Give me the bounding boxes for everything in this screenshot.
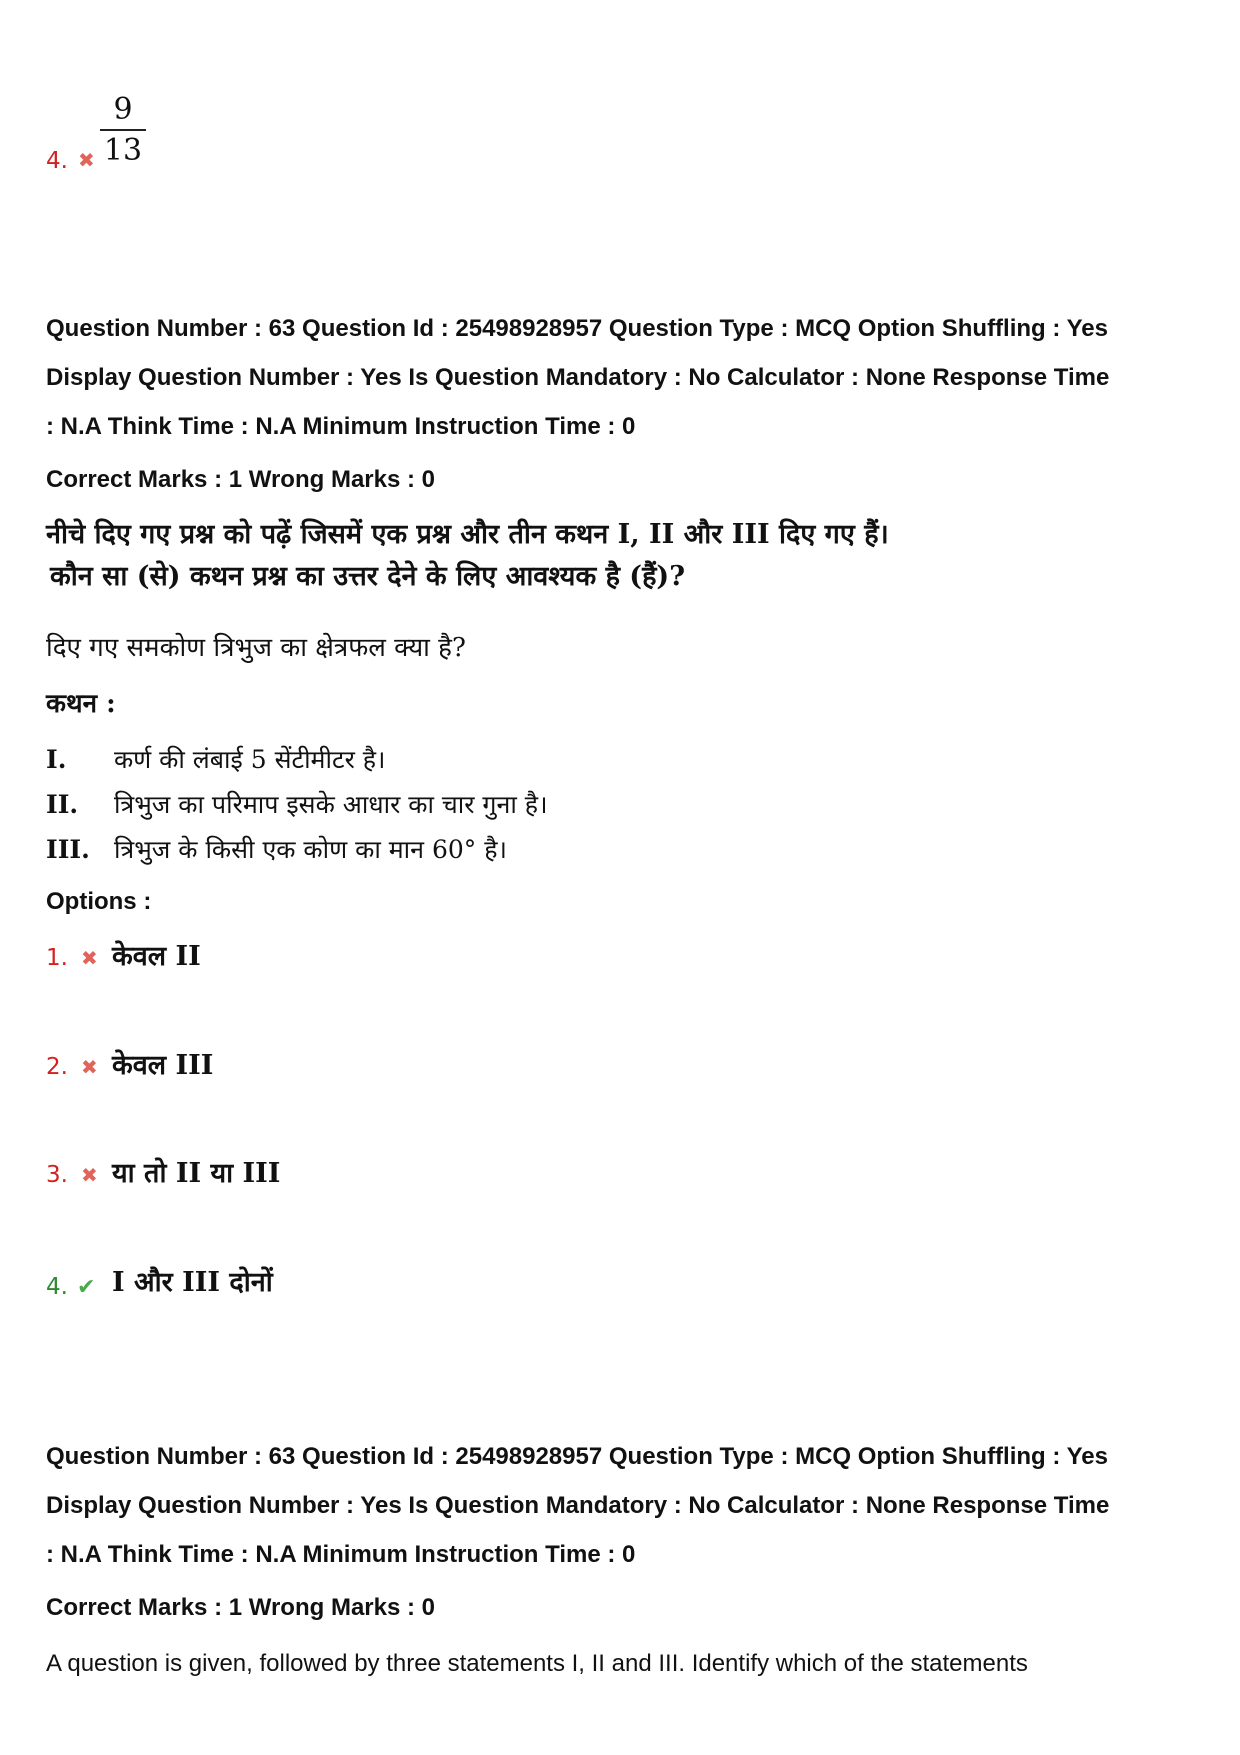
meta-line-3: : N.A Think Time : N.A Minimum Instruction Time : 0 [46, 1541, 636, 1568]
statement-2 [46, 787, 548, 821]
statement-text: त्रिभुज का परिमाप इसके आधार का चार गुना है। [113, 790, 548, 819]
meta-line-1: Question Number : 63 Question Id : 25498928957 Question Type : MCQ Option Shuffling : Yes [46, 1443, 1108, 1470]
question-body-english: A question is given, followed by three statements I, II and III. Identify which of the statements [46, 1650, 1028, 1677]
statement-roman: II. [46, 790, 79, 819]
option-1 [46, 945, 98, 971]
prev-option-fraction [100, 92, 146, 168]
question-meta [46, 304, 1216, 451]
instruction-line-1: नीचे दिए गए प्रश्न को पढ़ें जिसमें एक प्रश्न और तीन कथन I, II और III दिए गए हैं। [46, 519, 889, 550]
cross-icon: ✖ [81, 946, 98, 970]
marks-info-2: Correct Marks : 1 Wrong Marks : 0 [46, 1594, 436, 1621]
option-4-text: I और III दोनों [112, 1267, 273, 1298]
fraction-numerator: 9 [113, 92, 133, 127]
option-number: 1. [46, 945, 68, 971]
meta-line-2: Display Question Number : Yes Is Question Mandatory : No Calculator : None Response Time [46, 364, 1110, 391]
statements-label: कथन : [46, 689, 116, 719]
cross-icon: ✖ [78, 148, 95, 172]
option-2 [46, 1054, 98, 1080]
meta-line-3: : N.A Think Time : N.A Minimum Instruction Time : 0 [46, 413, 636, 440]
fraction-denominator: 13 [103, 133, 143, 168]
fraction-bar [100, 129, 146, 131]
option-3 [46, 1162, 98, 1188]
options-label: Options : [46, 888, 152, 915]
statement-3 [46, 832, 507, 866]
statement-roman: III. [46, 835, 90, 864]
question-meta-2 [46, 1432, 1216, 1579]
option-number: 2. [46, 1054, 68, 1080]
statement-text: कर्ण की लंबाई 5 सेंटीमीटर है। [113, 745, 386, 774]
statement-1 [46, 742, 386, 776]
cross-icon: ✖ [81, 1163, 98, 1187]
option-1-text: केवल II [112, 941, 201, 972]
option-number: 4. [46, 1274, 68, 1300]
check-icon: ✔ [77, 1275, 96, 1300]
cross-icon: ✖ [81, 1055, 98, 1079]
statement-text: त्रिभुज के किसी एक कोण का मान 60° है। [113, 835, 507, 864]
prev-option-number: 4. [46, 148, 68, 174]
option-2-text: केवल III [112, 1050, 214, 1081]
question-text: दिए गए समकोण त्रिभुज का क्षेत्रफल क्या है? [46, 633, 466, 663]
instruction-line-2: कौन सा (से) कथन प्रश्न का उत्तर देने के लिए आवश्यक है (हैं)? [50, 561, 686, 592]
option-4 [46, 1274, 95, 1300]
marks-info: Correct Marks : 1 Wrong Marks : 0 [46, 466, 436, 493]
meta-line-2: Display Question Number : Yes Is Question Mandatory : No Calculator : None Response Time [46, 1492, 1110, 1519]
statement-roman: I. [46, 745, 67, 774]
meta-line-1: Question Number : 63 Question Id : 25498928957 Question Type : MCQ Option Shuffling : Yes [46, 315, 1108, 342]
option-number: 3. [46, 1162, 68, 1188]
option-3-text: या तो II या III [112, 1158, 281, 1189]
